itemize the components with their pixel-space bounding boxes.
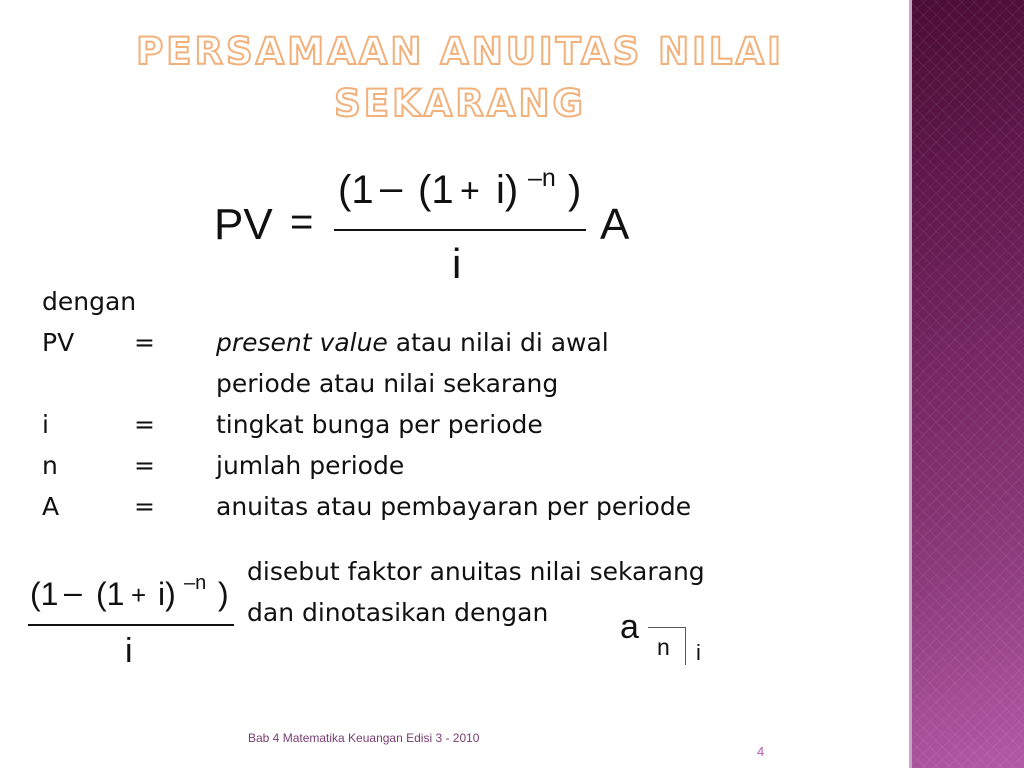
page-number: 4 — [757, 744, 765, 759]
title-line-1: PERSAMAAN ANUITAS NILAI — [136, 30, 784, 73]
formula-num-plus: + — [460, 172, 480, 210]
def-text-a: anuitas atau pembayaran per periode — [216, 492, 692, 521]
def-equals-i: = — [134, 410, 155, 439]
small-num-i: i) — [158, 576, 176, 612]
decorative-sidebar — [912, 0, 1024, 768]
title-line-2: SEKARANG — [334, 82, 586, 125]
formula-num-i: i) — [496, 168, 519, 212]
footer-text: Bab 4 Matematika Keuangan Edisi 3 - 2010 — [248, 731, 480, 745]
small-num-close: ) — [218, 576, 229, 612]
small-num-plus: + — [131, 580, 147, 610]
notation-a: a — [620, 608, 639, 646]
slide-title — [130, 26, 790, 130]
formula-equals: = — [290, 200, 314, 244]
def-equals-pv: = — [134, 328, 155, 357]
formula-num-open1: (1 — [338, 168, 374, 212]
def-text-i: tingkat bunga per periode — [216, 410, 543, 439]
small-fraction-bar — [28, 624, 234, 626]
small-num-open2: (1 — [96, 576, 125, 612]
small-denominator: i — [125, 632, 133, 670]
notation-i: i — [696, 640, 701, 665]
def-text-n: jumlah periode — [216, 451, 405, 480]
small-num-open1: (1 — [30, 576, 59, 612]
formula-num-exponent: –n — [528, 164, 556, 192]
formula-denominator: i — [452, 240, 462, 287]
def-italic-pv: present value — [216, 328, 388, 357]
def-symbol-pv: PV — [42, 328, 75, 357]
notation-overline — [648, 627, 686, 628]
small-num-exponent: –n — [184, 572, 207, 594]
formula-fraction-bar — [334, 229, 586, 231]
formula-num-minus: – — [380, 166, 403, 210]
formula-num-open2: (1 — [418, 168, 454, 212]
def-equals-a: = — [134, 492, 155, 521]
def-symbol-n: n — [42, 451, 58, 480]
formula-lhs-pv: PV — [214, 200, 273, 249]
def-plain-pv: atau nilai di awal — [387, 328, 609, 357]
def-symbol-a: A — [42, 492, 60, 521]
formula-num-close: ) — [568, 168, 582, 212]
def-symbol-i: i — [42, 410, 49, 439]
notation-n: n — [657, 634, 670, 660]
formula-rhs-a: A — [600, 200, 630, 249]
note-line-2: dan dinotasikan dengan — [247, 598, 549, 627]
definitions-intro: dengan — [42, 287, 137, 316]
note-line-1: disebut faktor anuitas nilai sekarang — [247, 557, 705, 586]
def-equals-n: = — [134, 451, 155, 480]
notation-angle-bar — [685, 627, 686, 665]
def-text-pv — [216, 328, 609, 357]
small-num-minus: – — [64, 574, 82, 610]
def-text-pv-cont: periode atau nilai sekarang — [216, 369, 559, 398]
